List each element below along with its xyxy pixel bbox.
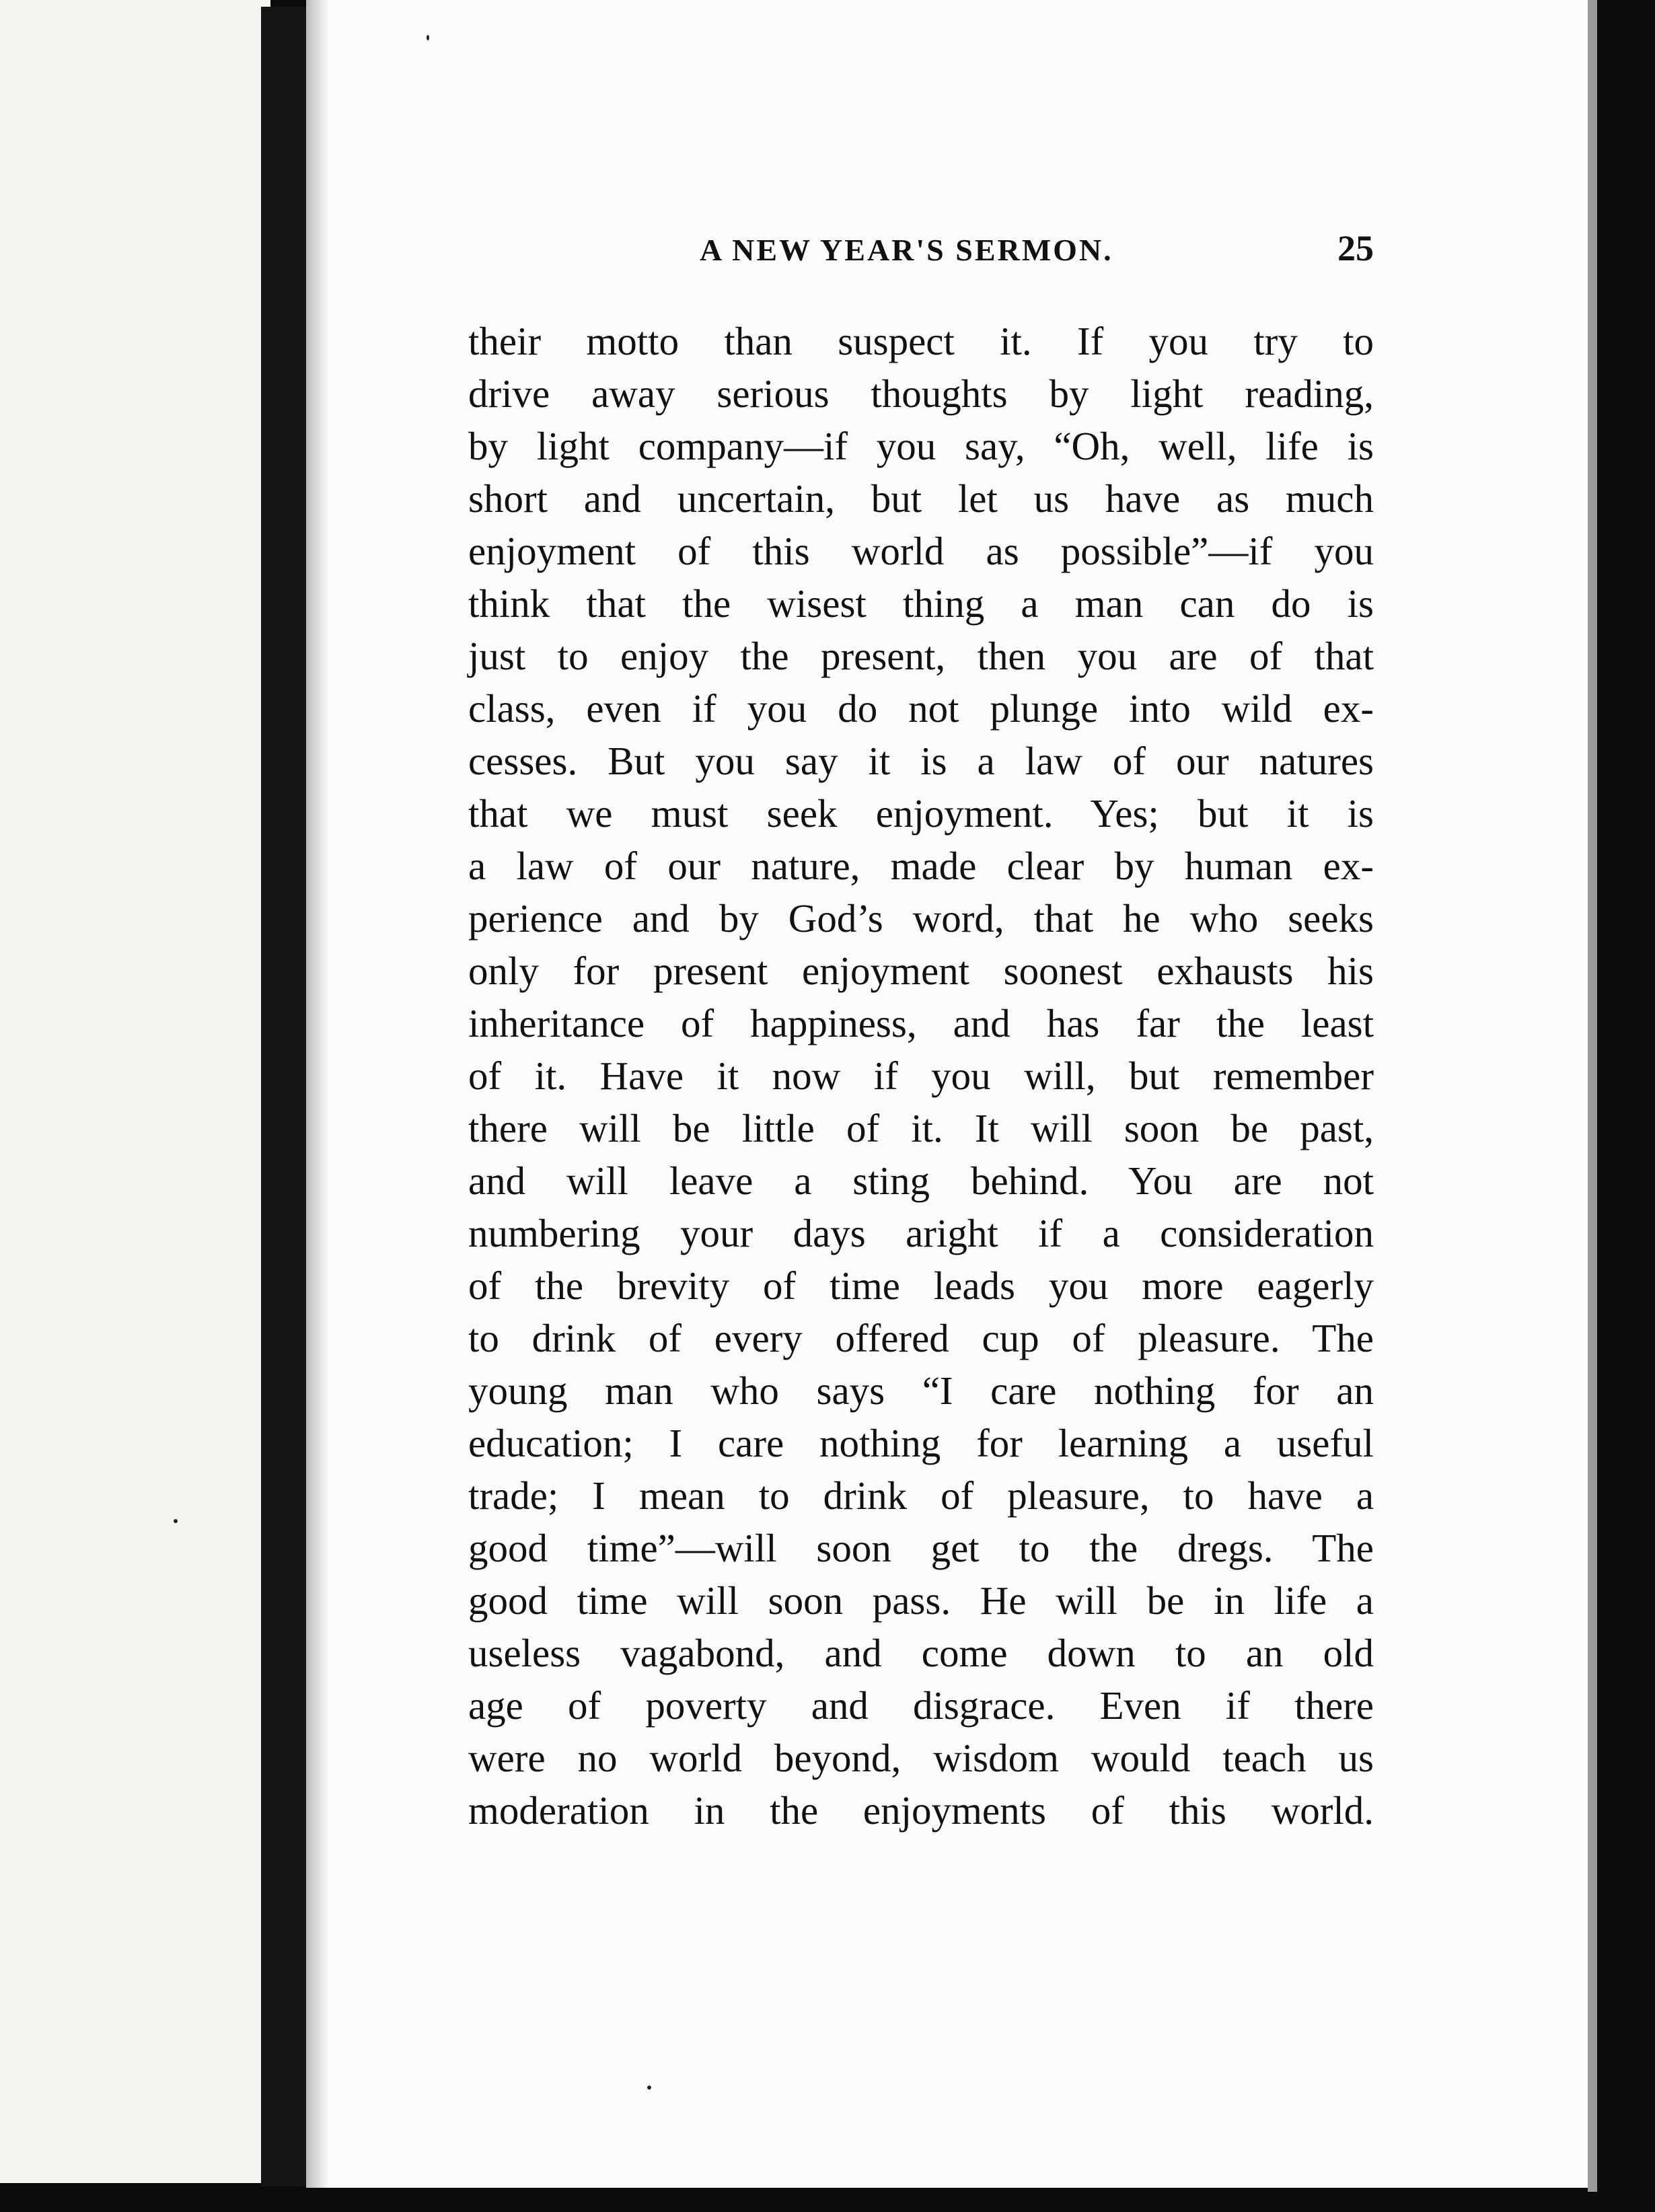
body-line: just to enjoy the present, then you are of that: [468, 634, 1374, 678]
body-line: numbering your days aright if a consideration: [468, 1211, 1374, 1255]
body-line: trade; I mean to drink of pleasure, to have a: [468, 1473, 1374, 1518]
body-line: cesses. But you say it is a law of our natures: [468, 739, 1374, 783]
left-page: [0, 0, 270, 2183]
body-line: that we must seek enjoyment. Yes; but it is: [468, 791, 1374, 836]
body-line: drive away serious thoughts by light reading,: [468, 371, 1374, 416]
body-line: their motto than suspect it. If you try to: [468, 319, 1374, 363]
body-line: think that the wisest thing a man can do is: [468, 581, 1374, 626]
speck-mark: [174, 1519, 178, 1523]
body-line: moderation in the enjoyments of this world.: [468, 1788, 1374, 1833]
page-number: 25: [1337, 228, 1374, 268]
body-line: there will be little of it. It will soon be past,: [468, 1106, 1374, 1150]
body-line: good time will soon pass. He will be in life a: [468, 1578, 1374, 1623]
left-page-text: [0, 0, 270, 2183]
body-line: a law of our nature, made clear by human ex-: [468, 844, 1374, 888]
speck-mark: [427, 35, 429, 40]
body-line: young man who says “I care nothing for an: [468, 1368, 1374, 1413]
body-line: to drink of every offered cup of pleasure. The: [468, 1316, 1374, 1360]
body-line: education; I care nothing for learning a useful: [468, 1421, 1374, 1465]
gutter-shadow: [306, 0, 329, 2188]
body-line: good time”—will soon get to the dregs. The: [468, 1526, 1374, 1570]
book-gutter: [261, 7, 309, 2186]
body-line: of the brevity of time leads you more eagerly: [468, 1263, 1374, 1308]
body-line: class, even if you do not plunge into wild ex-: [468, 686, 1374, 731]
body-line: useless vagabond, and come down to an old: [468, 1631, 1374, 1675]
page-edge: [1588, 0, 1597, 2192]
body-line: of it. Have it now if you will, but remember: [468, 1054, 1374, 1098]
body-line: and will leave a sting behind. You are not: [468, 1158, 1374, 1203]
body-line: perience and by God’s word, that he who seeks: [468, 896, 1374, 941]
body-line: short and uncertain, but let us have as much: [468, 476, 1374, 521]
body-line: by light company—if you say, “Oh, well, life is: [468, 424, 1374, 468]
body-line: only for present enjoyment soonest exhausts his: [468, 949, 1374, 993]
speck-mark: [647, 2086, 651, 2090]
running-head: A NEW YEAR'S SERMON.: [700, 233, 1113, 267]
body-line: enjoyment of this world as possible”—if you: [468, 529, 1374, 573]
body-line: age of poverty and disgrace. Even if there: [468, 1683, 1374, 1728]
body-line: inheritance of happiness, and has far the least: [468, 1001, 1374, 1045]
body-line: were no world beyond, wisdom would teach us: [468, 1736, 1374, 1780]
